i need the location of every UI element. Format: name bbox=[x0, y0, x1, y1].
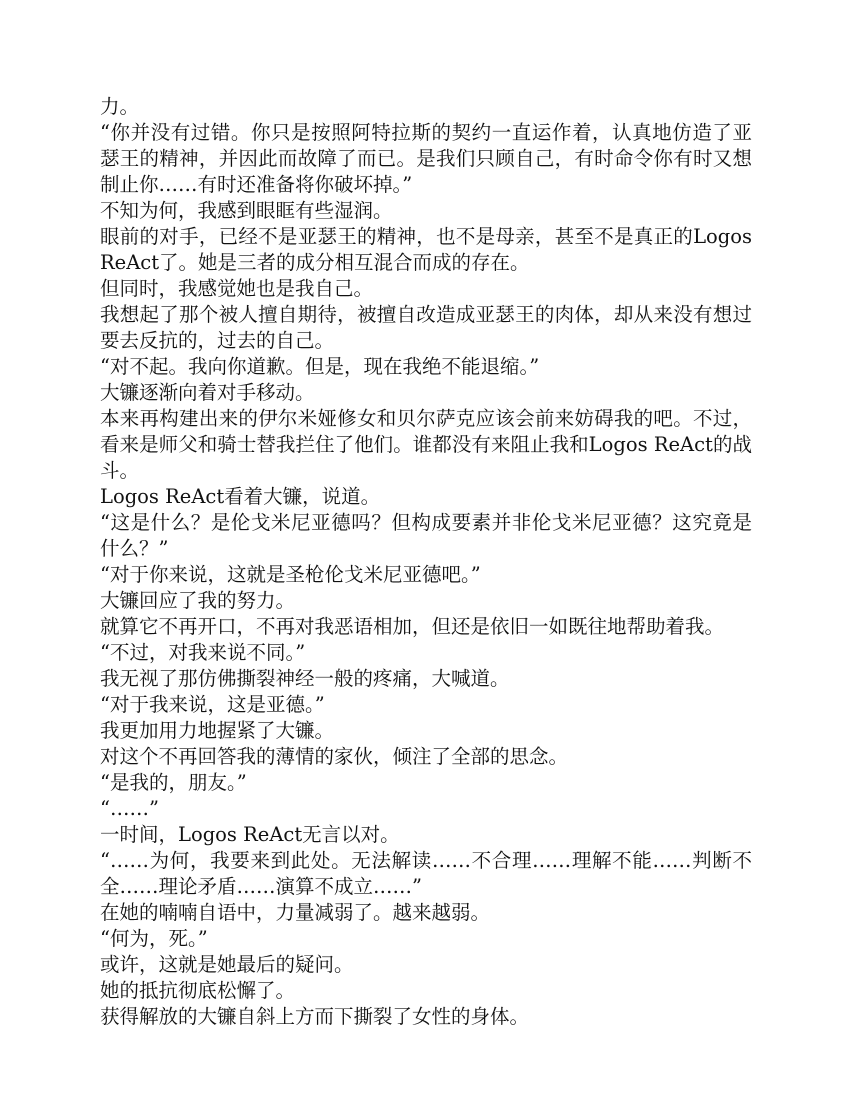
document-body bbox=[100, 94, 752, 1030]
paragraph-10: Logos ReAct看着大镰，说道。 bbox=[100, 485, 381, 508]
paragraph-20: “是我的，朋友。” bbox=[100, 771, 247, 794]
paragraph-3: 不知为何，我感到眼眶有些湿润。 bbox=[100, 199, 393, 222]
paragraph-27: 她的抵抗彻底松懈了。 bbox=[100, 979, 296, 1002]
paragraph-16: 我无视了那仿佛撕裂神经一般的疼痛，大喊道。 bbox=[100, 667, 510, 690]
paragraph-5: 但同时，我感觉她也是我自己。 bbox=[100, 277, 374, 300]
paragraph-22: 一时间，Logos ReAct无言以对。 bbox=[100, 823, 400, 846]
paragraph-28: 获得解放的大镰自斜上方而下撕裂了女性的身体。 bbox=[100, 1005, 530, 1028]
paragraph-2: “你并没有过错。你只是按照阿特拉斯的契约一直运作着，认真地仿造了亚瑟王的精神，并因此而故障了而已。是我们只顾自己，有时命令你有时又想制止你……有时还准备将你破坏掉。” bbox=[100, 121, 752, 196]
paragraph-14: 就算它不再开口，不再对我恶语相加，但还是依旧一如既往地帮助着我。 bbox=[100, 615, 725, 638]
paragraph-1: 力。 bbox=[100, 95, 140, 118]
paragraph-25: “何为，死。” bbox=[100, 927, 208, 950]
paragraph-26: 或许，这就是她最后的疑问。 bbox=[100, 953, 354, 976]
paragraph-11: “这是什么？是伦戈米尼亚德吗？但构成要素并非伦戈米尼亚德？这究竟是什么？” bbox=[100, 511, 752, 560]
paragraph-24: 在她的喃喃自语中，力量减弱了。越来越弱。 bbox=[100, 901, 491, 924]
paragraph-15: “不过，对我来说不同。” bbox=[100, 641, 306, 664]
paragraph-13: 大镰回应了我的努力。 bbox=[100, 589, 296, 612]
paragraph-4: 眼前的对手，已经不是亚瑟王的精神，也不是母亲，甚至不是真正的Logos ReAct了。她是三者的成分相互混合而成的存在。 bbox=[100, 225, 752, 274]
paragraph-9: 本来再构建出来的伊尔米娅修女和贝尔萨克应该会前来妨碍我的吧。不过，看来是师父和骑士替我拦住了他们。谁都没有来阻止我和Logos ReAct的战斗。 bbox=[100, 407, 752, 482]
paragraph-23: “……为何，我要来到此处。无法解读……不合理……理解不能……判断不全……理论矛盾……演算不成立……” bbox=[100, 849, 752, 898]
paragraph-19: 对这个不再回答我的薄情的家伙，倾注了全部的思念。 bbox=[100, 745, 569, 768]
paragraph-12: “对于你来说，这就是圣枪伦戈米尼亚德吧。” bbox=[100, 563, 481, 586]
paragraph-21: “……” bbox=[100, 797, 159, 820]
paragraph-17: “对于我来说，这是亚德。” bbox=[100, 693, 325, 716]
paragraph-6: 我想起了那个被人擅自期待，被擅自改造成亚瑟王的肉体，却从来没有想过要去反抗的，过去的自己。 bbox=[100, 303, 752, 352]
paragraph-18: 我更加用力地握紧了大镰。 bbox=[100, 719, 335, 742]
paragraph-7: “对不起。我向你道歉。但是，现在我绝不能退缩。” bbox=[100, 355, 540, 378]
paragraph-8: 大镰逐渐向着对手移动。 bbox=[100, 381, 315, 404]
